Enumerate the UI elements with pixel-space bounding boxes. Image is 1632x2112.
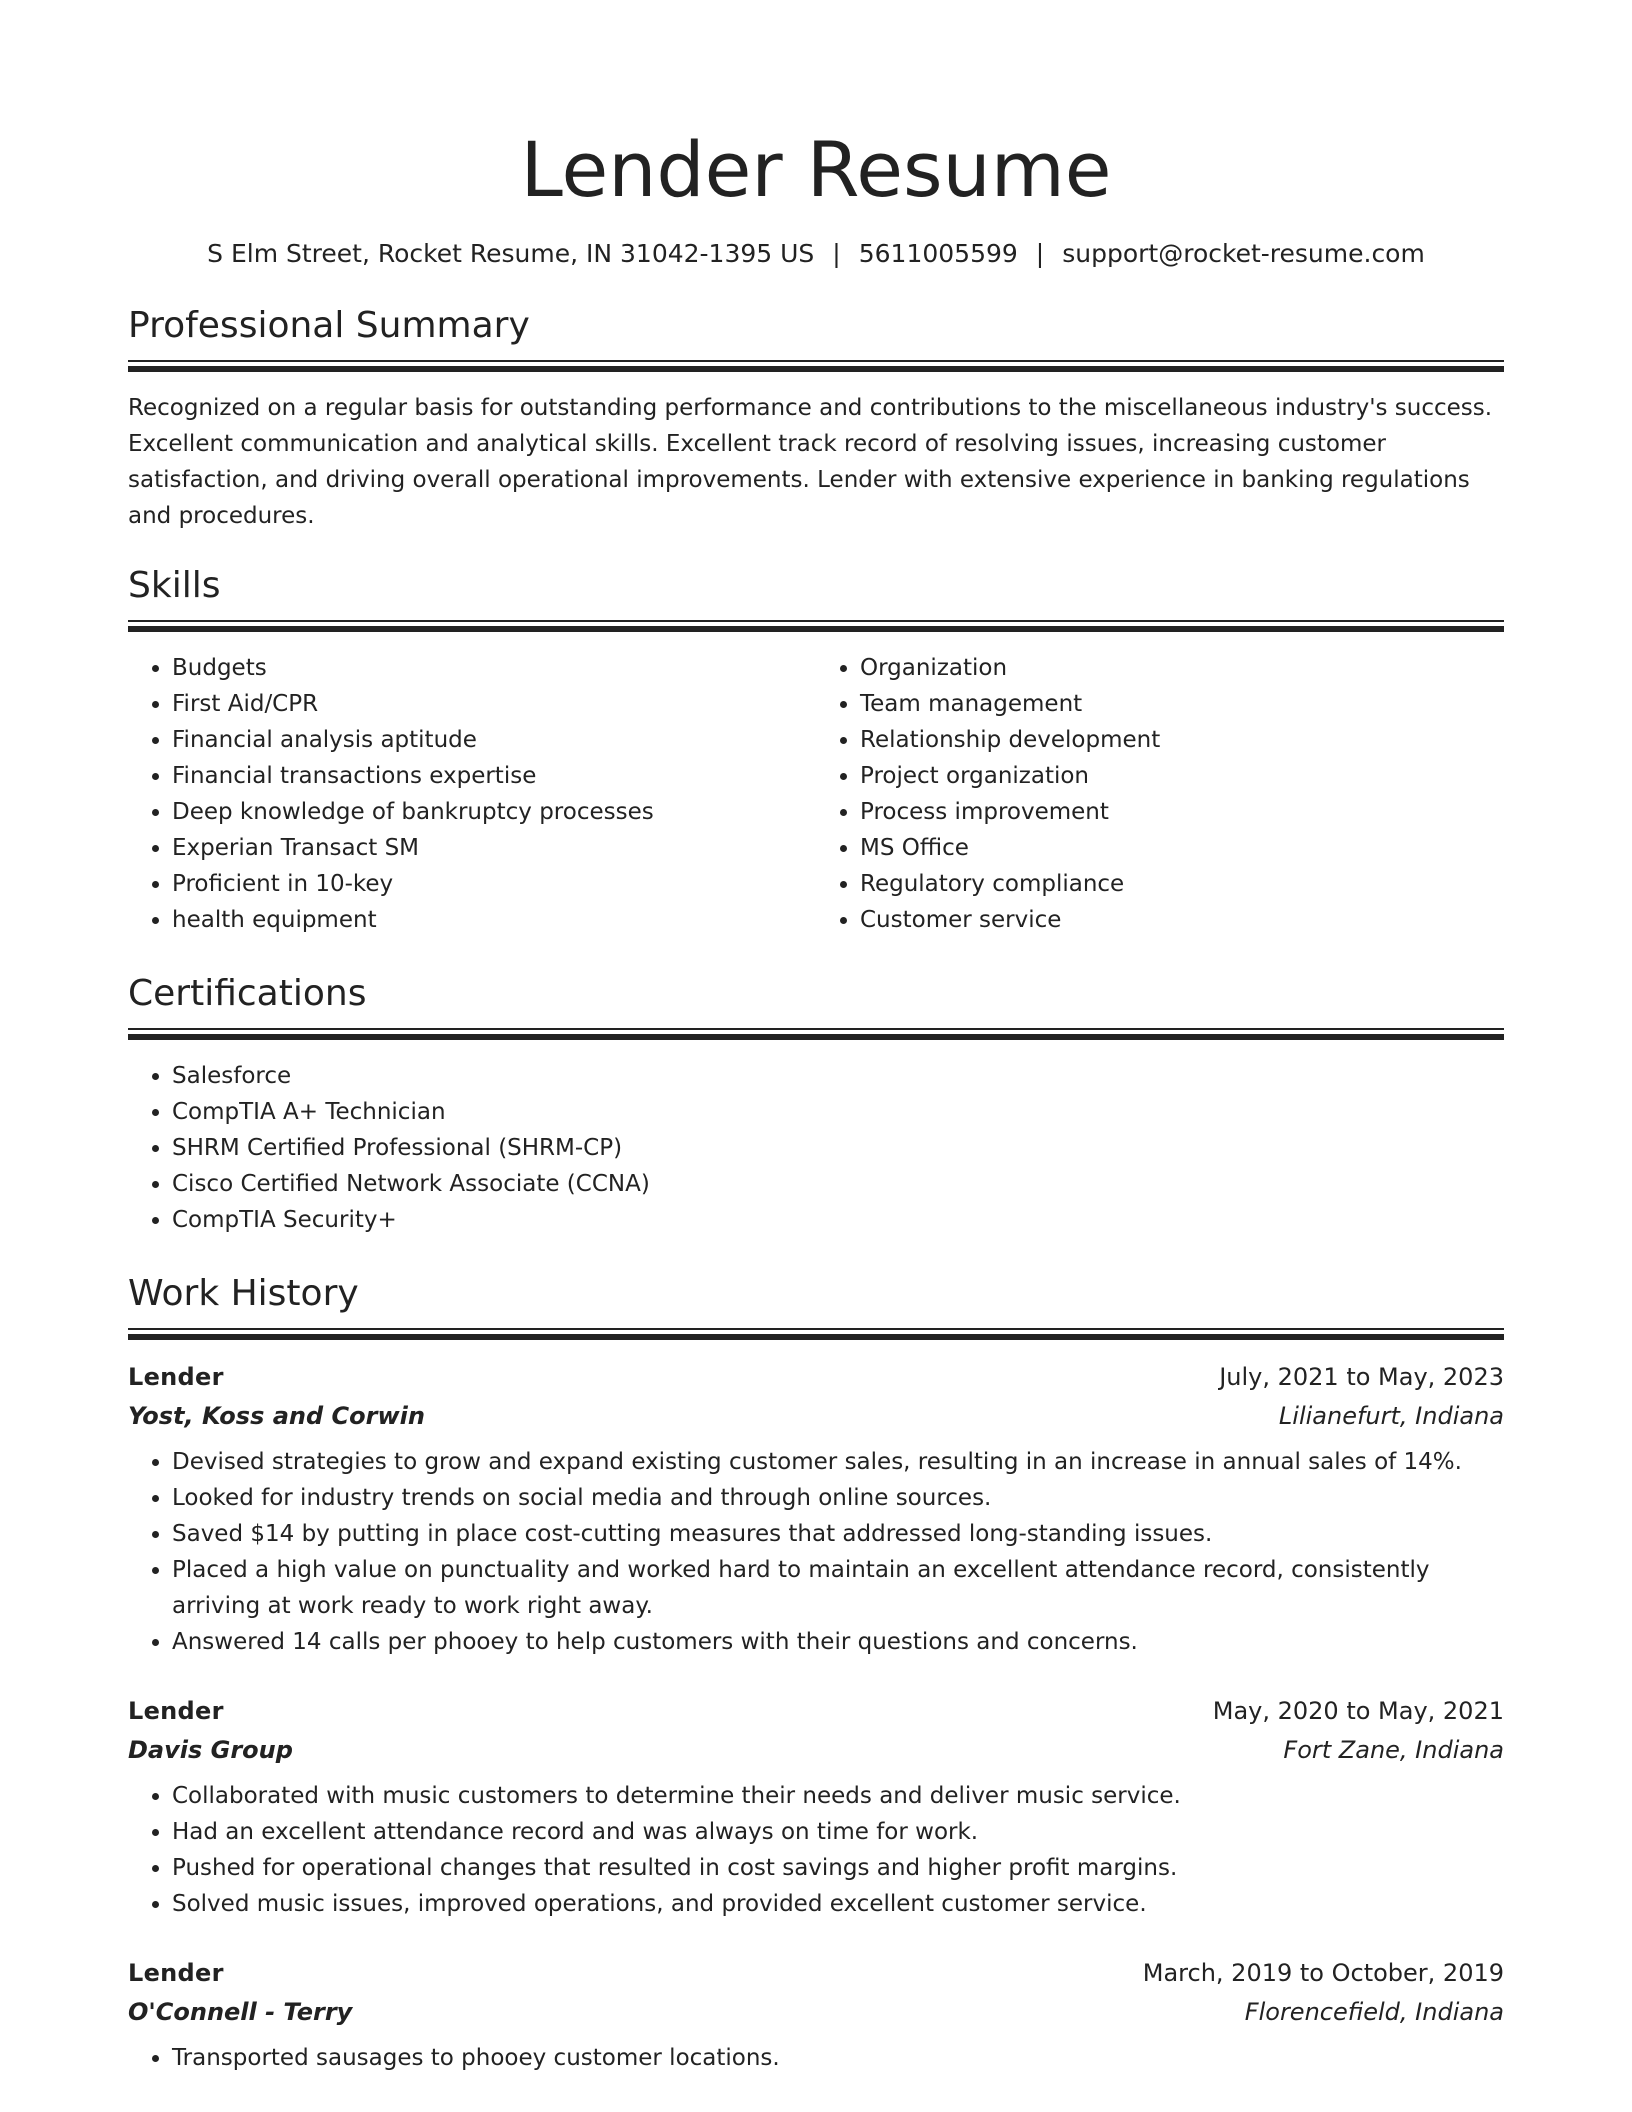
job-bullet: • Answered 14 calls per phooey to help customers with their questions and concerns. <box>172 1624 1504 1660</box>
section-divider <box>128 360 1504 372</box>
job-dates: July, 2021 to May, 2023 <box>1219 1363 1504 1391</box>
job-bullets <box>128 1444 1504 1660</box>
certification-item: • Salesforce <box>172 1058 1504 1094</box>
contact-line <box>128 236 1504 272</box>
job-bullet: • Saved $14 by putting in place cost-cutting measures that addressed long-standing issues. <box>172 1516 1504 1552</box>
skills-list-right <box>816 650 1504 938</box>
job-bullet: • Pushed for operational changes that resulted in cost savings and higher profit margins. <box>172 1850 1504 1886</box>
work-history-section <box>128 1272 1504 2076</box>
job-location: Fort Zane, Indiana <box>1283 1736 1504 1764</box>
skill-item: • Organization <box>860 650 1504 686</box>
skill-item: • Process improvement <box>860 794 1504 830</box>
certification-item: • Cisco Certified Network Associate (CCNA) <box>172 1166 1504 1202</box>
skill-item: • Deep knowledge of bankruptcy processes <box>172 794 816 830</box>
skill-item: • Relationship development <box>860 722 1504 758</box>
certification-item: • CompTIA A+ Technician <box>172 1094 1504 1130</box>
skill-item: • Experian Transact SM <box>172 830 816 866</box>
certifications-heading: Certifications <box>128 973 367 1014</box>
skill-item: • MS Office <box>860 830 1504 866</box>
job-subheader <box>128 1730 1504 1770</box>
certification-item: • CompTIA Security+ <box>172 1202 1504 1238</box>
job-title: Lender <box>128 1363 224 1391</box>
certification-item: • SHRM Certified Professional (SHRM-CP) <box>172 1130 1504 1166</box>
job-bullets <box>128 2040 1504 2076</box>
job-entry <box>128 1358 1504 1660</box>
certifications-section <box>128 972 1504 1238</box>
skills-list-left <box>128 650 816 938</box>
job-header <box>128 1358 1504 1396</box>
job-bullet: • Transported sausages to phooey customer locations. <box>172 2040 1504 2076</box>
job-bullet: • Had an excellent attendance record and was always on time for work. <box>172 1814 1504 1850</box>
certifications-list <box>128 1058 1504 1238</box>
summary-heading: Professional Summary <box>128 305 530 346</box>
job-location: Lilianefurt, Indiana <box>1278 1402 1504 1430</box>
contact-separator: | <box>832 239 841 268</box>
contact-address: S Elm Street, Rocket Resume, IN 31042-1395 US <box>207 239 815 268</box>
job-entry <box>128 1692 1504 1922</box>
contact-separator: | <box>1035 239 1045 268</box>
skill-item: • Customer service <box>860 902 1504 938</box>
summary-section <box>128 304 1504 534</box>
skill-item: • First Aid/CPR <box>172 686 816 722</box>
job-bullet: • Devised strategies to grow and expand existing customer sales, resulting in an increase in annual sales of 14%. <box>172 1444 1504 1480</box>
job-header <box>128 1954 1504 1992</box>
job-location: Florencefield, Indiana <box>1244 1998 1504 2026</box>
skill-item: • Financial analysis aptitude <box>172 722 816 758</box>
skill-item: • Budgets <box>172 650 816 686</box>
work-history-heading: Work History <box>128 1273 359 1314</box>
section-divider <box>128 620 1504 632</box>
skills-heading: Skills <box>128 565 221 606</box>
job-bullet: • Looked for industry trends on social media and through online sources. <box>172 1480 1504 1516</box>
job-subheader <box>128 1396 1504 1436</box>
skill-item: • Regulatory compliance <box>860 866 1504 902</box>
skills-section <box>128 564 1504 938</box>
summary-text: Recognized on a regular basis for outstanding performance and contributions to the miscellaneous industry's success. Excellent communication and analytical skills. Excellent track record of resolving issues, increasing customer satisfaction, and driving overall operational improvements. Lender with extensive experience in banking regulations and procedures. <box>128 395 1493 529</box>
job-entry <box>128 1954 1504 2076</box>
skills-grid <box>128 650 1504 938</box>
job-bullet: • Collaborated with music customers to determine their needs and deliver music service. <box>172 1778 1504 1814</box>
job-title: Lender <box>128 1697 224 1725</box>
job-company: Yost, Koss and Corwin <box>128 1402 425 1430</box>
job-bullet: • Solved music issues, improved operations, and provided excellent customer service. <box>172 1886 1504 1922</box>
skill-item: • Team management <box>860 686 1504 722</box>
job-dates: May, 2020 to May, 2021 <box>1212 1697 1504 1725</box>
skill-item: • Proficient in 10-key <box>172 866 816 902</box>
section-divider <box>128 1328 1504 1340</box>
job-company: O'Connell - Terry <box>128 1998 353 2026</box>
job-subheader <box>128 1992 1504 2032</box>
job-bullets <box>128 1778 1504 1922</box>
job-company: Davis Group <box>128 1736 293 1764</box>
resume-title: Lender Resume <box>520 125 1112 214</box>
job-title: Lender <box>128 1959 224 1987</box>
skill-item: • health equipment <box>172 902 816 938</box>
skill-item: • Project organization <box>860 758 1504 794</box>
contact-phone: 5611005599 <box>858 239 1018 268</box>
section-divider <box>128 1028 1504 1040</box>
contact-email[interactable]: support@rocket-resume.com <box>1062 239 1425 268</box>
job-header <box>128 1692 1504 1730</box>
skill-item: • Financial transactions expertise <box>172 758 816 794</box>
job-dates: March, 2019 to October, 2019 <box>1142 1959 1504 1987</box>
job-bullet: • Placed a high value on punctuality and worked hard to maintain an excellent attendance record, consistently arriving at work ready to work right away. <box>172 1552 1504 1624</box>
